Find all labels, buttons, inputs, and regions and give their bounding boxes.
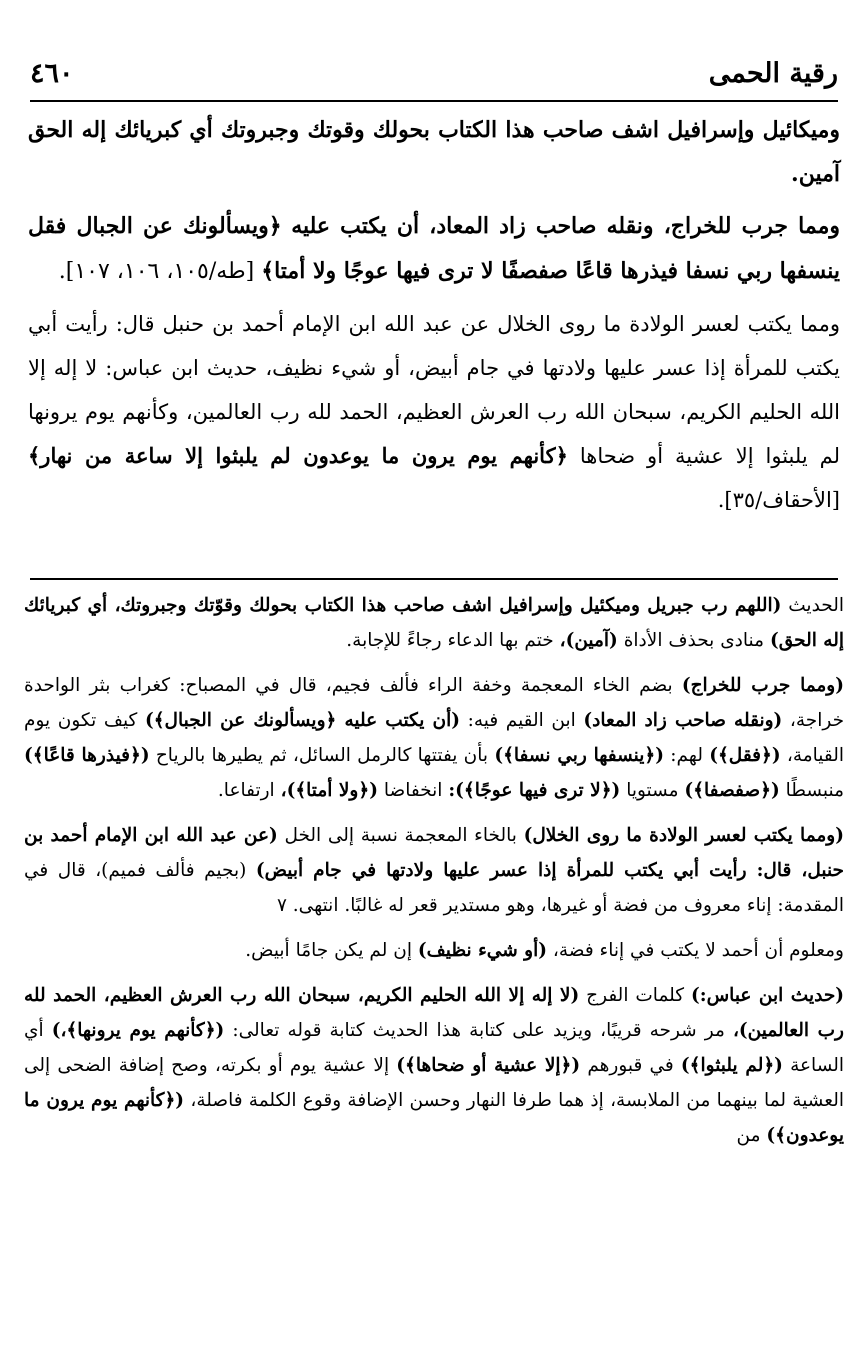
note-quote: (عن عبد الله ابن الإمام أحمد بن حنبل، قال: رأيت أبي يكتب للمرأة إذا عسر عليها ولادتها في جام أبيض) [24,825,844,881]
note-quote: (أو شيء نظيف) [417,940,547,961]
main-p3-verse: ﴿كأنهم يوم يرون ما يوعدون لم يلبثوا إلا ساعة من نهار﴾ [28,443,568,468]
commentary-paragraph-1 [24,588,844,658]
note-quote: (﴿فقل﴾) [709,745,781,766]
page-header [30,58,838,98]
note-text: بضم الخاء المعجمة وخفة الراء فألف فجيم، قال في المصباح: كغراب بثر الواحدة خراجة، [24,675,844,731]
note-quote: (لا إله إلا الله الحليم الكريم، سبحان الله رب العرش العظيم، الحمد لله رب العالمين)، [24,985,844,1041]
note-quote: (﴿ولا أمتا﴾)، [280,780,378,801]
commentary-paragraph-4 [24,933,844,968]
note-text: بالخاء المعجمة نسبة إلى الخل [284,825,517,846]
running-title: رقية الحمى [708,58,838,89]
note-text: إلا عشية يوم أو بكرته، وصح إضافة الضحى إلى العشية لما بينهما من الملابسة، إذ هما طرفا النهار وحسن الإضافة وقوع الكلمة فاصلة، [24,1055,844,1111]
note-quote: (﴿كأنهم يوم يرون ما يوعدون﴾) [24,1090,844,1146]
note-text: ارتفاعا. [217,780,275,801]
header-rule [30,100,838,102]
note-text: منبسطًا [785,780,844,801]
note-text: في قبورهم [587,1055,674,1076]
note-quote: (ومما جرب للخراج) [681,675,844,696]
note-marker: ٧ [276,895,287,916]
note-text: كيف تكون يوم القيامة، [24,710,845,766]
main-p3-reference: [الأحقاف/٣٥]. [717,488,840,512]
note-text: من [736,1125,761,1146]
note-quote: (ونقله صاحب زاد المعاد) [583,710,783,731]
note-text: منادى بحذف الأداة [623,630,765,651]
note-quote: (﴿إلا عشية أو ضحاها﴾) [396,1055,581,1076]
note-quote: (﴿ينسفها ربي نسفا﴾) [494,745,664,766]
main-text [28,108,840,522]
note-text: أي الساعة [24,1020,844,1076]
footnote-separator [30,578,838,580]
main-p3-text: ومما يكتب لعسر الولادة ما روى الخلال عن عبد الله ابن الإمام أحمد بن حنبل قال: رأيت أبي يكتب للمرأة إذا عسر عليها ولادتها في جام أبيض، أو شيء نظيف، حديث ابن عباس: لا إله إلا الله الحليم الكريم، سبحان الله رب العرش العظيم، الحمد لله رب العالمين، وكأنهم يوم يرونها لم يلبثوا إلا عشية أو ضحاها [28,312,841,468]
note-text: ابن القيم فيه: [467,710,576,731]
commentary [24,588,844,1153]
note-quote: (﴿كأنهم يوم يرونها﴾،) [51,1020,225,1041]
note-quote: (﴿لا ترى فيها عوجًا﴾): [448,780,621,801]
note-text: إن لم يكن جامًا أبيض. [245,940,412,961]
page-number: ٤٦٠ [30,58,74,89]
note-quote: (﴿فيذرها قاعًا﴾) [24,745,150,766]
commentary-paragraph-5 [24,978,844,1153]
note-quote: (حديث ابن عباس:) [691,985,845,1006]
main-p1-text: وميكائيل وإسرافيل اشف صاحب هذا الكتاب بحولك وقوتك وجبروتك أي كبريائك إله الحق آمين. [28,117,840,187]
commentary-paragraph-2 [24,668,844,808]
note-text: الحديث [788,595,844,616]
note-text: كلمات الفرج [586,985,685,1006]
main-p2-verse: ﴿ويسألونك عن الجبال فقل ينسفها ربي نسفا فيذرها قاعًا صفصفًا لا ترى فيها عوجًا ولا أمتا﴾ [28,213,840,284]
commentary-paragraph-3 [24,818,844,923]
note-quote: (اللهم رب جبريل وميكئيل وإسرافيل اشف صاحب هذا الكتاب بحولك وقوّتك وجبروتك، أي كبريائك إله الحق) [24,595,844,651]
main-paragraph-3 [28,302,840,522]
note-text: مر شرحه قريبًا، ويزيد على كتابة هذا الحديث كتابة قوله تعالى: [232,1020,725,1041]
main-p2-reference: [طه/١٠٥، ١٠٦، ١٠٧]. [58,259,255,284]
note-text: لهم: [670,745,703,766]
note-text: مستويا [626,780,679,801]
main-p2-intro: ومما جرب للخراج، ونقله صاحب زاد المعاد، أن يكتب عليه [291,213,841,239]
note-quote: (﴿صفصفا﴾) [684,780,780,801]
note-text: بأن يفتتها كالرمل السائل، ثم يطيرها بالرياح [155,745,489,766]
note-text: ختم بها الدعاء رجاءً للإجابة. [346,630,554,651]
note-quote: (﴿لم يلبثوا﴾) [680,1055,783,1076]
main-paragraph-2 [28,204,840,294]
note-text: (بجيم فألف فميم)، قال في المقدمة: إناء معروف من فضة أو غيرها، وهو مستدير قعر له غالبًا. انتهى. [24,860,844,916]
note-text: ومعلوم أن أحمد لا يكتب في إناء فضة، [552,940,844,961]
note-quote: (ومما يكتب لعسر الولادة ما روى الخلال) [523,825,844,846]
main-paragraph-1 [28,108,840,196]
note-text: انخفاضا [383,780,443,801]
note-quote: (أن يكتب عليه ﴿ويسألونك عن الجبال﴾) [144,710,461,731]
note-quote: (آمين)، [559,630,618,651]
